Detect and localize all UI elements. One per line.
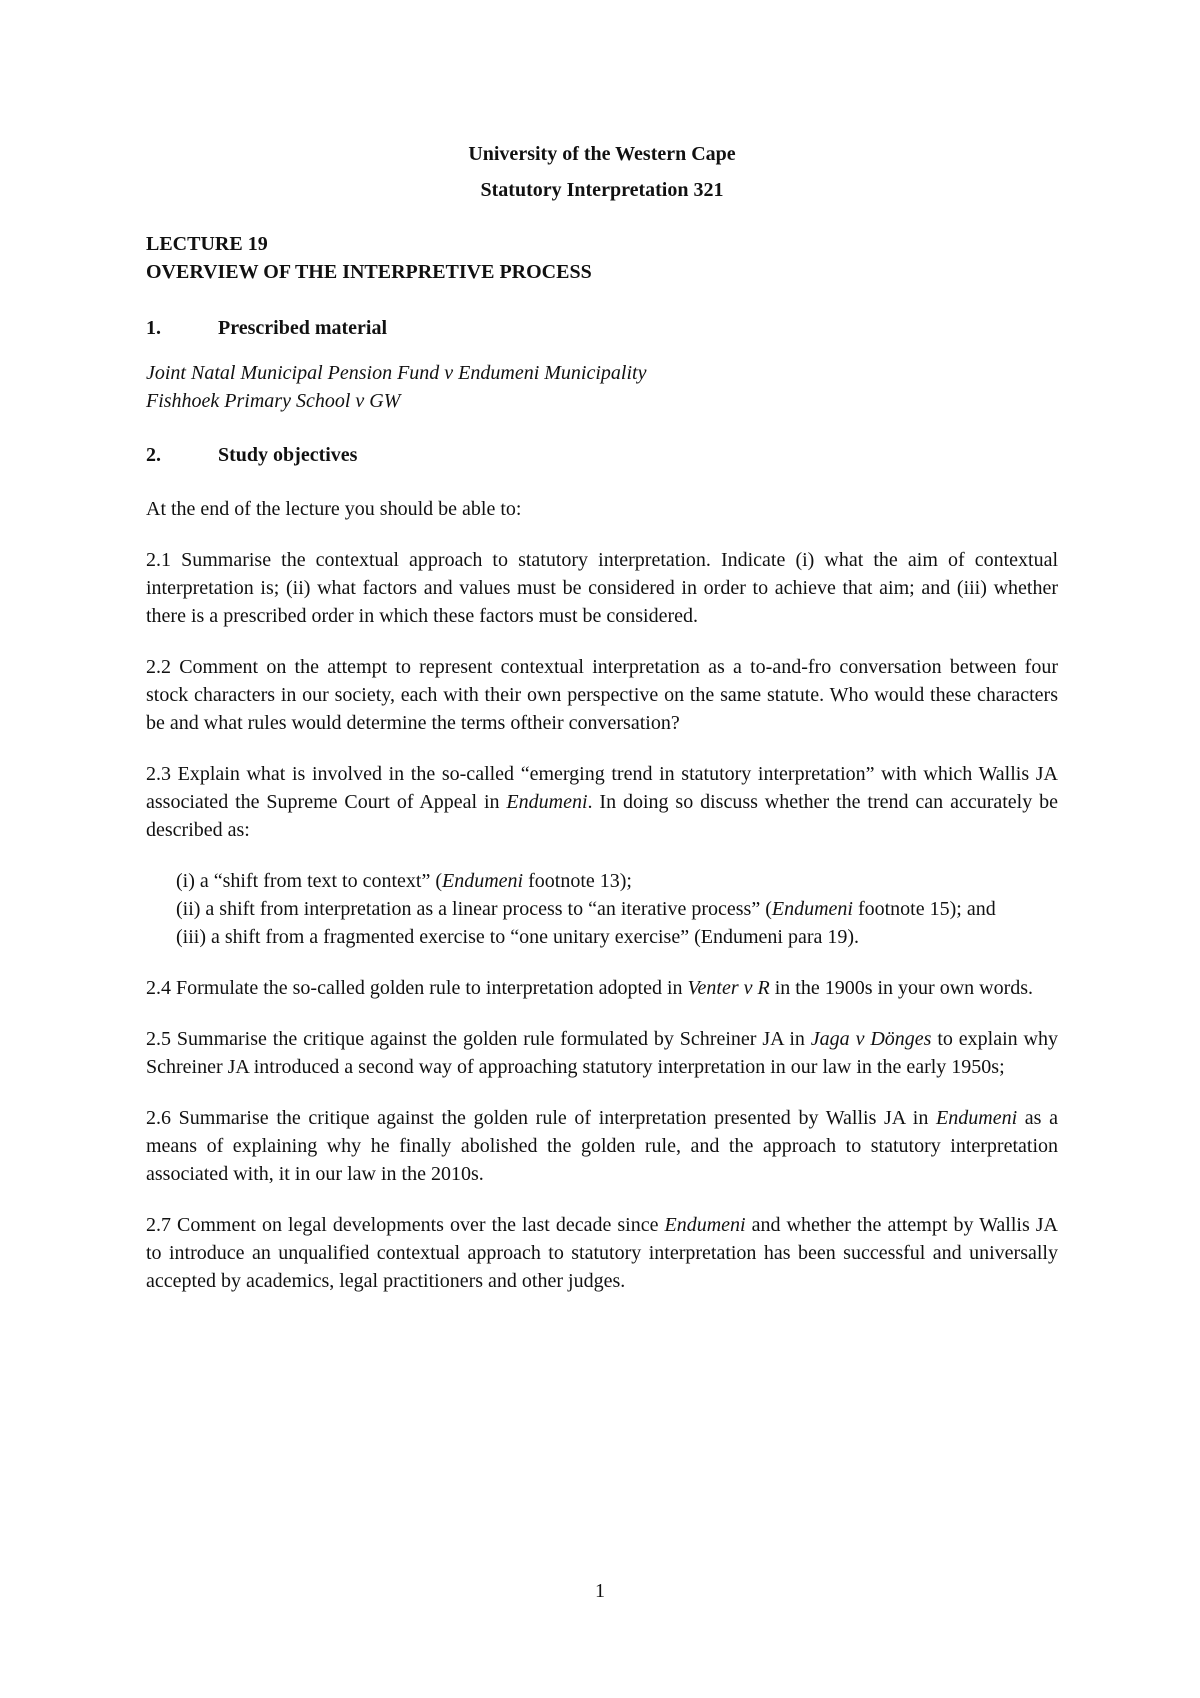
prescribed-item: Fishhoek Primary School v GW [146, 390, 401, 412]
case-name: Endumeni [664, 1214, 746, 1236]
objective-2-3-text: . In doing so discuss whether the trend can accurately be described as: [146, 791, 1058, 841]
trend-item-text: footnote 15); and [852, 898, 996, 920]
section-1-heading [146, 314, 1058, 342]
prescribed-item: Joint Natal Municipal Pension Fund v Endumeni Municipality [146, 362, 647, 384]
case-name: Endumeni [506, 791, 588, 813]
objective-2-7-text: and whether the attempt by Wallis JA to introduce an unqualified contextual approach to statutory interpretation has been successful and universally accepted by academics, legal practitioners and other judges. [146, 1214, 1058, 1292]
section-2-number: 2. [146, 444, 161, 466]
objective-2-4-text: 2.4 Formulate the so-called golden rule to interpretation adopted in [146, 977, 688, 999]
objective-2-1: 2.1 Summarise the contextual approach to statutory interpretation. Indicate (i) what the aim of contextual interpretation is; (ii) what factors and values must be considered in order to achieve that aim; and (iii) whether there is a prescribed order in which these factors must be considered. [146, 549, 1058, 627]
objectives-intro: At the end of the lecture you should be able to: [146, 498, 522, 520]
trend-item-text: (i) a “shift from text to context” ( [176, 870, 443, 892]
document-page [146, 140, 1058, 1295]
objective-2-2: 2.2 Comment on the attempt to represent contextual interpretation as a to-and-fro conversation between four stock characters in our society, each with their own perspective on the same statute. Who would these characters be and what rules would determine the terms oftheir conversation? [146, 656, 1058, 734]
objective-2-6-text: as a means of explaining why he finally abolished the golden rule, and the approach to statutory interpretation associated with, it in our law in the 2010s. [146, 1107, 1058, 1185]
case-name: Endumeni [442, 870, 524, 892]
objective-2-7 [146, 1211, 1058, 1295]
trend-item: (iii) a shift from a fragmented exercise to “one unitary exercise” (Endumeni para 19). [176, 926, 860, 948]
objective-2-6 [146, 1104, 1058, 1188]
section-1-title: Prescribed material [218, 317, 388, 339]
objective-2-5 [146, 1025, 1058, 1081]
course-title: Statutory Interpretation 321 [480, 179, 724, 201]
case-name: Endumeni [936, 1107, 1018, 1129]
section-2-title: Study objectives [218, 444, 358, 466]
case-name: Jaga v Dönges [810, 1028, 932, 1050]
section-1-number: 1. [146, 317, 161, 339]
objective-2-5-text: to explain why Schreiner JA introduced a second way of approaching statutory interpretation in our law in the early 1950s; [146, 1028, 1059, 1078]
objective-2-6-text: 2.6 Summarise the critique against the golden rule of interpretation presented by Wallis JA in [146, 1107, 937, 1129]
objective-2-3-text: 2.3 Explain what is involved in the so-called “emerging trend in statutory interpretation” with which Wallis JA associated the Supreme Court of Appeal in [146, 763, 1058, 813]
section-2-heading [146, 441, 1058, 469]
objective-2-3 [146, 760, 1058, 844]
trend-list [146, 867, 1058, 951]
lecture-title: OVERVIEW OF THE INTERPRETIVE PROCESS [146, 261, 592, 283]
trend-item [176, 895, 1058, 923]
objective-2-7-text: 2.7 Comment on legal developments over the last decade since [146, 1214, 665, 1236]
trend-item-text: footnote 13); [523, 870, 632, 892]
case-name: Venter v R [687, 977, 770, 999]
trend-item [176, 867, 1058, 895]
trend-item-text: (ii) a shift from interpretation as a linear process to “an iterative process” ( [176, 898, 772, 920]
lecture-number: LECTURE 19 [146, 233, 268, 255]
case-name: Endumeni [771, 898, 853, 920]
university-name: University of the Western Cape [468, 143, 736, 165]
objective-2-4 [146, 974, 1058, 1002]
page-number: 1 [595, 1580, 605, 1602]
objective-2-5-text: 2.5 Summarise the critique against the golden rule formulated by Schreiner JA in [146, 1028, 811, 1050]
objective-2-4-text: in the 1900s in your own words. [769, 977, 1034, 999]
